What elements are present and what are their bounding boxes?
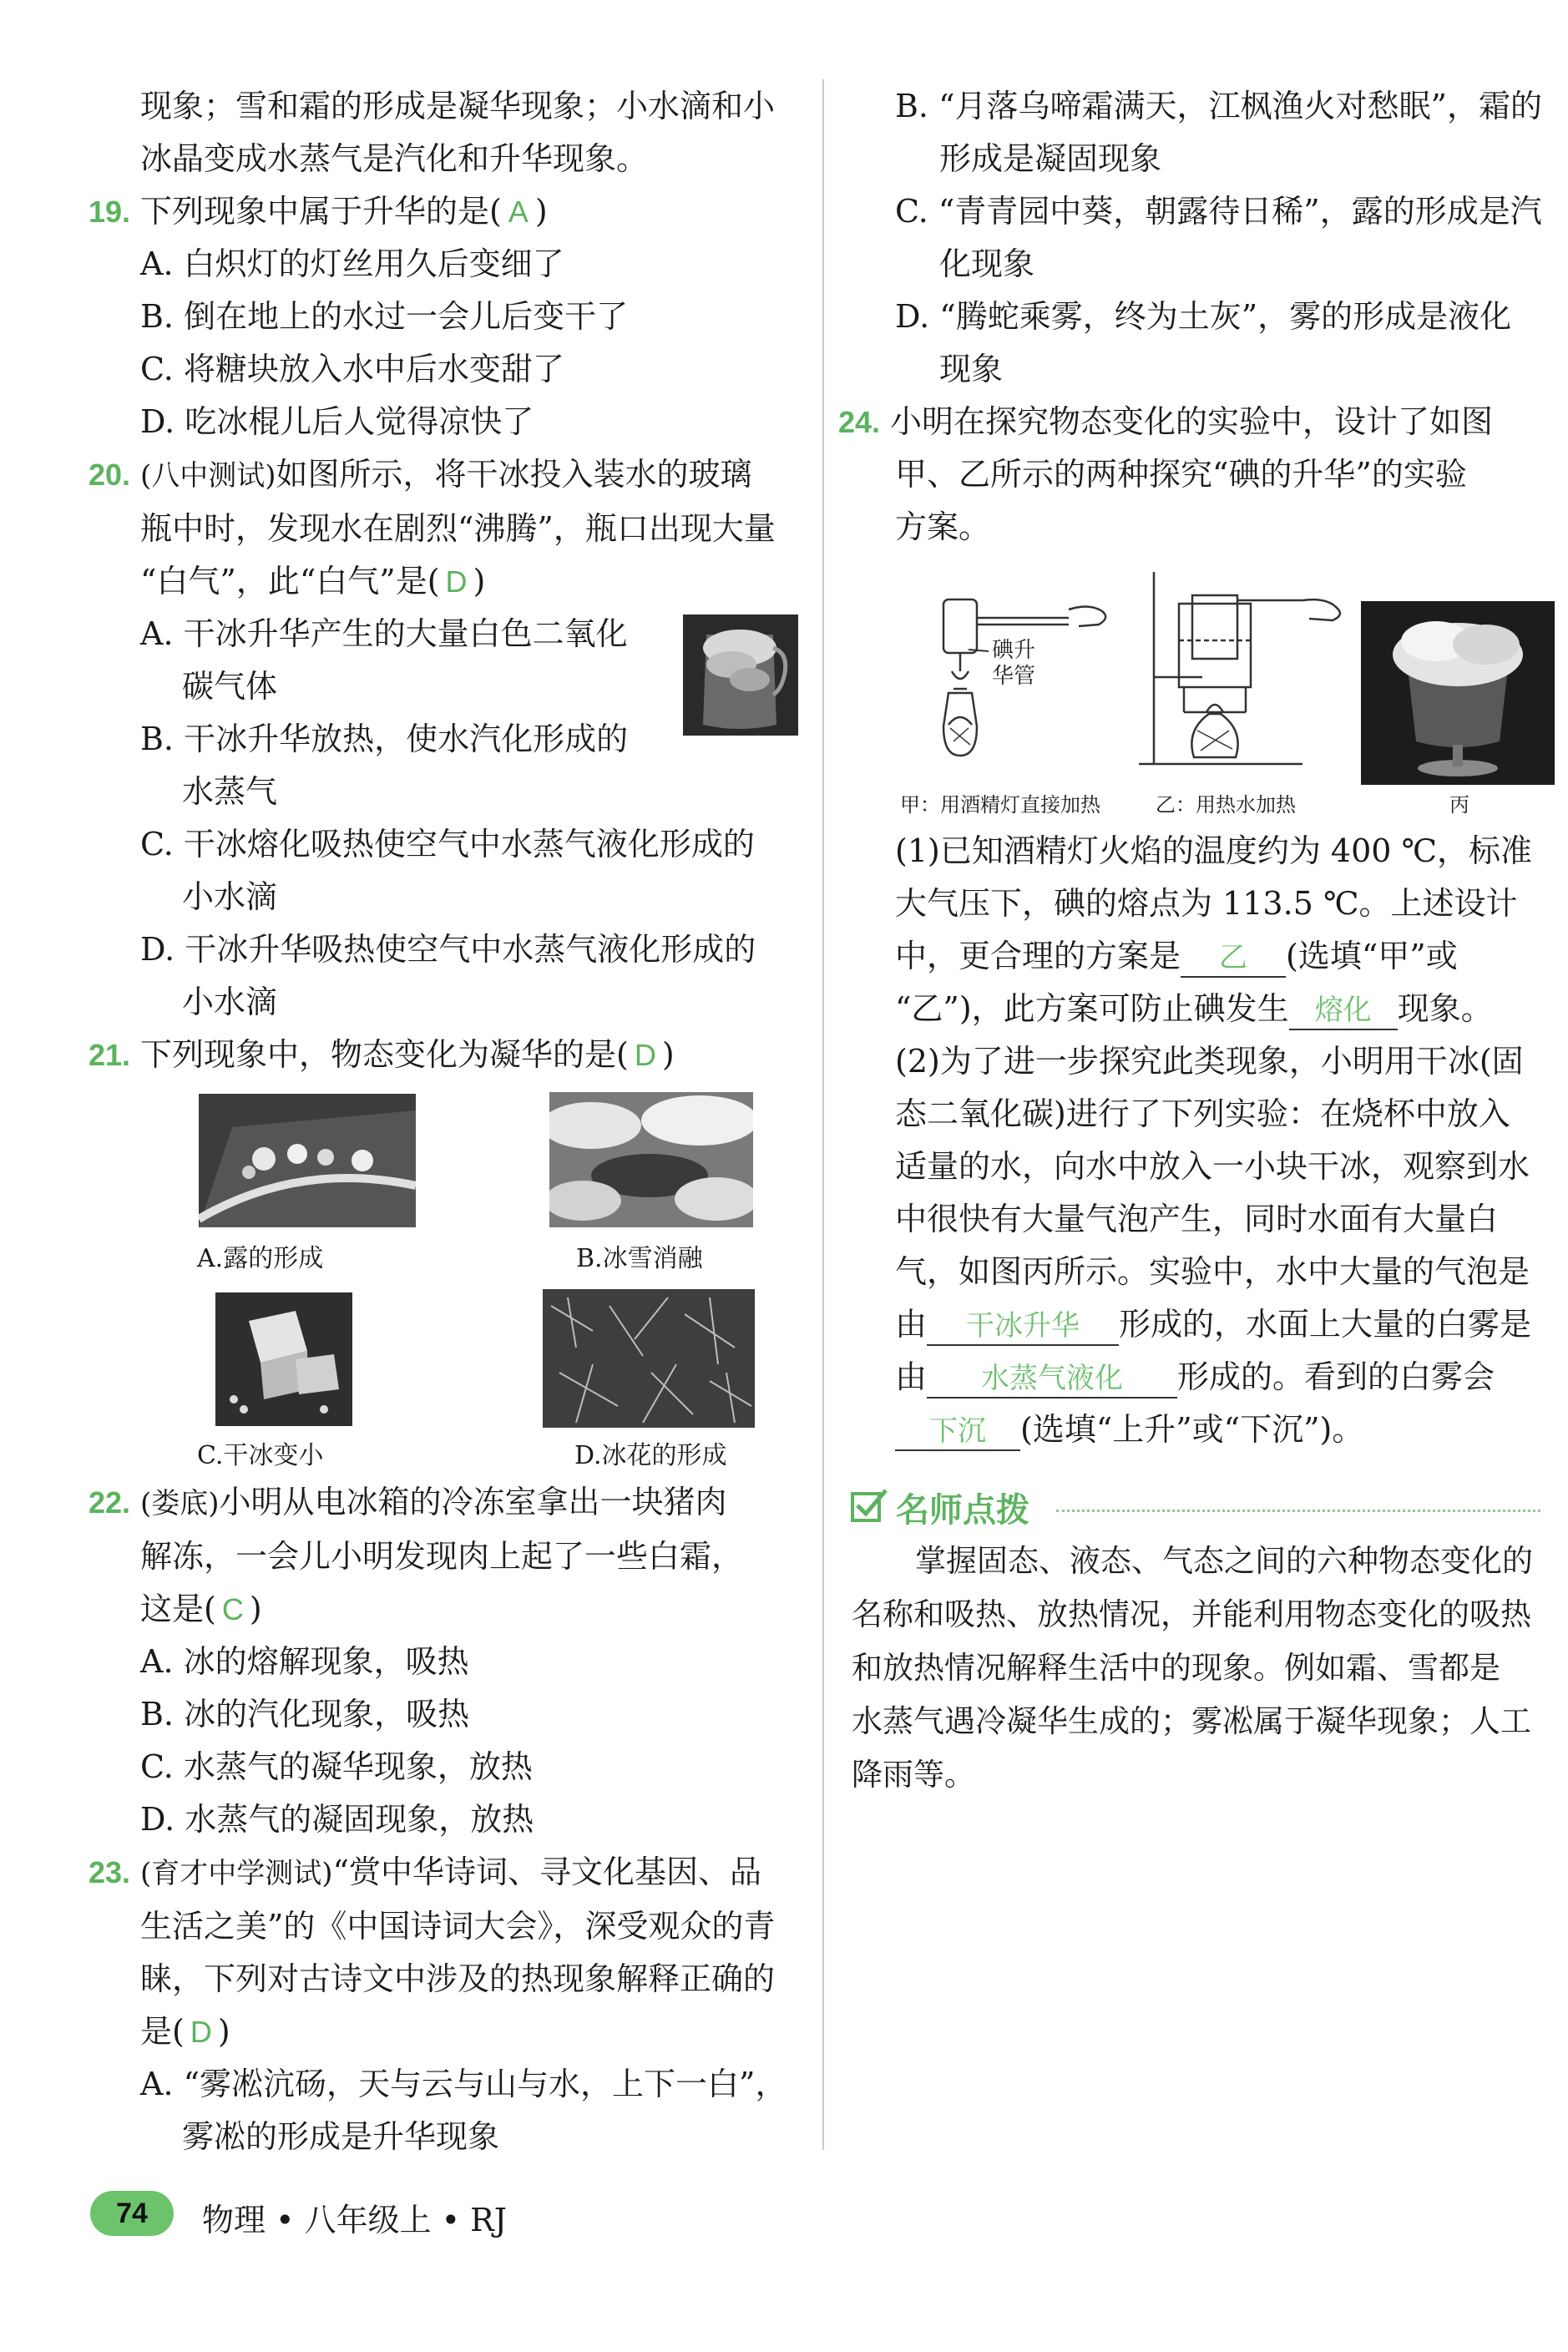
part-2-text: 由	[895, 1358, 928, 1395]
paren-close: )	[249, 1591, 262, 1627]
book-title: 物理 • 八年级上 • RJ	[202, 2202, 507, 2238]
caption: D.冰花的形成	[574, 1441, 727, 1470]
question-stem-line	[83, 555, 802, 608]
check-note-icon	[849, 1487, 889, 1524]
part-2-text: 形成的。看到的白雾会	[1177, 1358, 1495, 1395]
option: C. “青青园中葵，朝露待日稀”，露的形成是汽	[895, 193, 1542, 230]
question-stem: 小明在探究物态变化的实验中，设计了如图	[890, 403, 1494, 440]
question-stem: 生活之美”的《中国诗词大会》，深受观众的青	[140, 1908, 776, 1945]
answer-text: D	[190, 2015, 212, 2049]
answer-blank: 干冰升华	[927, 1308, 1119, 1346]
tube-label: 碘升	[992, 638, 1036, 663]
option-cont: 雾凇的形成是升华现象	[182, 2118, 500, 2155]
part-1-line: (1)已知酒精灯火焰的温度约为 400 ℃，标准	[895, 832, 1533, 869]
question-number: 23.	[89, 1855, 131, 1889]
figure-caption: 甲：用酒精灯直接加热	[900, 793, 1100, 817]
teacher-tip-body	[852, 1535, 1553, 1802]
question-21	[83, 1029, 802, 1081]
dry-ice-cubes-photo	[215, 1292, 352, 1426]
part-1-line: 大气压下，碘的熔点为 113.5 ℃。上述设计	[895, 885, 1518, 922]
dry-ice-jar-photo	[683, 615, 798, 736]
option-cont: 化现象	[939, 245, 1035, 282]
question-stem: 甲、乙所示的两种探究“碘的升华”的实验	[895, 456, 1467, 493]
question-23	[83, 1846, 802, 1900]
tip-line: 水蒸气遇冷凝华生成的；雾凇属于凝华现象；人工	[852, 1703, 1531, 1739]
melting-snow-photo	[549, 1092, 753, 1227]
question-stem: 瓶中时，发现水在剧烈“沸腾”，瓶口出现大量	[140, 510, 776, 547]
option: D. 水蒸气的凝固现象，放热	[140, 1801, 534, 1838]
part-1-text: 中，更合理的方案是	[895, 938, 1181, 974]
figure-jia-direct-heating	[902, 584, 1119, 770]
column-divider	[822, 79, 824, 2150]
option: C. 水蒸气的凝华现象，放热	[140, 1748, 533, 1785]
q24-parts	[852, 825, 1553, 1456]
part-2-line	[852, 1298, 1553, 1351]
option: A. 冰的熔解现象，吸热	[140, 1643, 469, 1680]
part-1-text: (选填“甲”或	[1286, 938, 1458, 974]
question-stem: 下列现象中属于升华的是(	[140, 193, 502, 230]
option: A. 干冰升华产生的大量白色二氧化	[140, 615, 628, 652]
question-number: 19.	[89, 195, 131, 229]
part-2-line	[852, 1351, 1553, 1404]
option-cont: 水蒸气	[182, 773, 278, 810]
part-1-text: “乙”)，此方案可防止碘发生	[895, 990, 1289, 1027]
option: C. 将糖块放入水中后水变甜了	[140, 351, 564, 387]
part-1-line	[852, 930, 1553, 983]
part-2-line: 中很快有大量气泡产生，同时水面有大量白	[895, 1201, 1499, 1237]
tube-label: 华管	[992, 664, 1036, 689]
question-number: 22.	[89, 1485, 131, 1520]
teacher-tip-header	[847, 1482, 1549, 1532]
option-cont: 小水滴	[182, 984, 278, 1020]
answer-text: D	[634, 1038, 656, 1072]
option: C. 干冰熔化吸热使空气中水蒸气液化形成的	[140, 826, 755, 862]
answer-text: A	[508, 195, 529, 229]
left-column-lower	[83, 1476, 802, 2163]
option: D. “腾蛇乘雾，终为土灰”，雾的形成是液化	[895, 298, 1512, 335]
option-cont: 现象	[939, 351, 1004, 387]
intro-line: 冰晶变成水蒸气是汽化和升华现象。	[140, 140, 649, 177]
option: D. 吃冰棍儿后人觉得凉快了	[140, 403, 534, 440]
part-2-text: 由	[895, 1306, 928, 1343]
question-stem: “白气”，此“白气”是(	[140, 563, 440, 599]
answer-blank: 下沉	[895, 1413, 1020, 1451]
question-stem: 方案。	[895, 508, 991, 545]
answer-blank: 乙	[1181, 939, 1286, 978]
dotted-rule	[1056, 1510, 1540, 1512]
figure-yi-water-bath	[1136, 564, 1353, 774]
question-22	[83, 1476, 802, 1530]
teacher-tip-title: 名师点拨	[896, 1491, 1029, 1530]
question-stem-line	[83, 1583, 802, 1636]
option-cont: 碳气体	[182, 668, 278, 705]
caption: A.露的形成	[197, 1244, 324, 1273]
question-stem: “赏中华诗词、寻文化基因、品	[332, 1854, 761, 1890]
question-stem: 小明从电冰箱的冷冻室拿出一块猪肉	[219, 1484, 727, 1520]
question-20	[83, 448, 802, 503]
part-1-line	[852, 983, 1553, 1035]
question-stem: 是(	[140, 2013, 185, 2050]
part-2-line	[852, 1404, 1553, 1456]
paren-close: )	[661, 1036, 675, 1073]
tip-line: 名称和吸热、放热情况，并能利用物态变化的吸热	[852, 1596, 1531, 1632]
question-source: (八中测试)	[140, 459, 276, 493]
part-2-line: 态二氧化碳)进行了下列实验：在烧杯中放入	[895, 1095, 1510, 1132]
option-cont: 形成是凝固现象	[939, 140, 1162, 177]
right-column	[838, 80, 1553, 554]
tip-line: 降雨等。	[852, 1757, 975, 1793]
question-24	[838, 396, 1553, 448]
option: D. 干冰升华吸热使空气中水蒸气液化形成的	[140, 931, 756, 968]
question-number: 20.	[89, 458, 131, 492]
option: B. 冰的汽化现象，吸热	[140, 1696, 470, 1732]
question-stem-line	[83, 2006, 802, 2058]
question-number: 21.	[89, 1038, 131, 1072]
page-number-badge: 74	[90, 2191, 174, 2236]
figure-caption: 丙	[1449, 793, 1469, 817]
option: B. 干冰升华放热，使水汽化形成的	[140, 721, 629, 757]
option: A. 白炽灯的灯丝用久后变细了	[140, 245, 564, 282]
figure-caption: 乙：用热水加热	[1156, 793, 1296, 817]
question-stem: 下列现象中，物态变化为凝华的是(	[140, 1036, 629, 1073]
answer-blank: 熔化	[1289, 992, 1398, 1030]
answer-text: D	[445, 564, 468, 599]
ice-flower-photo	[543, 1289, 755, 1428]
paren-close: )	[473, 563, 486, 599]
question-stem: 如图所示，将干冰投入装水的玻璃	[276, 456, 752, 493]
option: B. 倒在地上的水过一会儿后变干了	[140, 298, 629, 335]
part-2-text: 形成的，水面上大量的白雾是	[1119, 1306, 1532, 1343]
intro-line: 现象；雪和霜的形成是凝华现象；小水滴和小	[140, 88, 776, 124]
caption: C.干冰变小	[197, 1441, 324, 1470]
paren-close: )	[534, 193, 548, 230]
question-source: (育才中学测试)	[140, 1857, 333, 1890]
part-1-text: 现象。	[1397, 990, 1493, 1027]
option: B. “月落乌啼霜满天，江枫渔火对愁眠”，霜的	[895, 88, 1542, 124]
part-2-text: (选填“上升”或“下沉”)。	[1020, 1411, 1364, 1448]
question-stem: 这是(	[140, 1591, 216, 1627]
part-2-line: (2)为了进一步探究此类现象，小明用干冰(固	[895, 1043, 1524, 1080]
dew-photo	[199, 1094, 416, 1227]
question-number: 24.	[838, 405, 881, 439]
part-2-line: 适量的水，向水中放入一小块干冰，观察到水	[895, 1148, 1530, 1185]
question-19	[83, 185, 802, 238]
tip-line: 掌握固态、液态、气态之间的六种物态变化的	[915, 1543, 1533, 1579]
question-stem: 解冻，一会儿小明发现肉上起了一些白霜，	[140, 1538, 744, 1575]
figure-bing-dry-ice-photo	[1361, 601, 1555, 785]
left-column	[83, 80, 802, 1081]
question-stem: 睐，下列对古诗文中涉及的热现象解释正确的	[140, 1960, 776, 1997]
option: A. “雾凇沆砀，天与云与山与水，上下一白”，	[140, 2066, 787, 2102]
option-cont: 小水滴	[182, 878, 278, 915]
caption: B.冰雪消融	[576, 1244, 703, 1273]
paren-close: )	[217, 2013, 230, 2050]
part-2-line: 气，如图丙所示。实验中，水中大量的气泡是	[895, 1253, 1530, 1290]
answer-text: C	[221, 1592, 244, 1626]
tip-line: 和放热情况解释生活中的现象。例如霜、雪都是	[852, 1650, 1500, 1686]
answer-blank: 水蒸气液化	[927, 1360, 1177, 1399]
question-source: (娄底)	[140, 1487, 220, 1520]
